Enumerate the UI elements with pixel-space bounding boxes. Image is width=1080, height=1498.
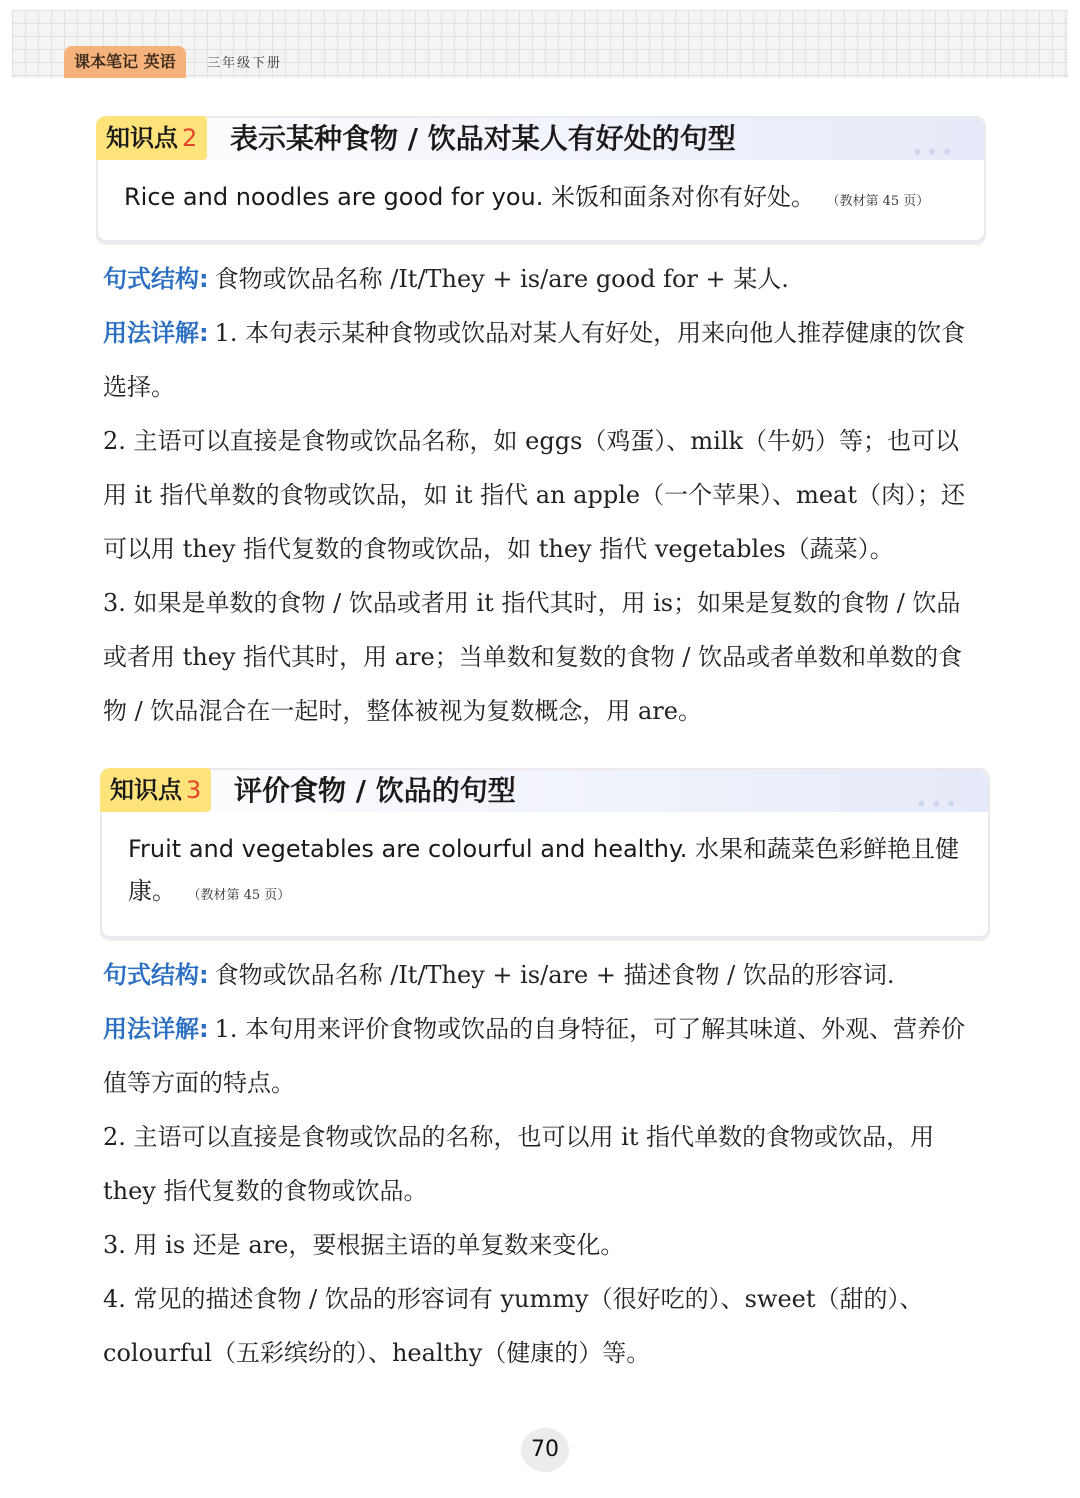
decorative-dots: ••• <box>911 140 956 164</box>
usage-text: 1. 本句用来评价食物或饮品的自身特征，可了解其味道、外观、营养价值等方面的特点。 <box>103 1015 966 1097</box>
knowledge-point-2-box <box>96 116 986 242</box>
badge-number: 2 <box>182 124 198 152</box>
knowledge-point-2-example <box>124 176 958 223</box>
kp3-usage-2: 2. 主语可以直接是食物或饮品的名称，也可以用 it 指代单数的食物或饮品，用 they 指代复数的食物或饮品。 <box>103 1123 935 1205</box>
grade-label: 三年级下册 <box>207 56 283 71</box>
knowledge-point-3-example <box>128 828 962 917</box>
kp2-usage-1 <box>103 306 983 414</box>
knowledge-point-3-badge <box>100 768 211 812</box>
example-sentence: Fruit and vegetables are colourful and healthy. 水果和蔬菜色彩鲜艳且健康。 <box>128 835 960 905</box>
badge-number: 3 <box>186 776 202 804</box>
badge-label: 知识点 <box>110 776 182 804</box>
knowledge-point-3-box <box>100 768 990 938</box>
badge-label: 知识点 <box>106 124 178 152</box>
kp2-usage-3: 3. 如果是单数的食物 / 饮品或者用 it 指代其时，用 is；如果是复数的食物 / 饮品或者用 they 指代其时，用 are；当单数和复数的食物 / 饮品或者单数和单数的食物 / 饮品混合在一起时，整体被视为复数概念，用 are。 <box>103 589 963 725</box>
book-tab: 课本笔记 英语 <box>64 46 186 78</box>
usage-text: 1. 本句表示某种食物或饮品对某人有好处，用来向他人推荐健康的饮食选择。 <box>103 319 966 401</box>
usage-label: 用法详解: <box>103 319 209 347</box>
kp3-usage-4: 4. 常见的描述食物 / 饮品的形容词有 yummy（很好吃的）、sweet（甜的）、colourful（五彩缤纷的）、healthy（健康的）等。 <box>103 1285 924 1367</box>
kp3-usage-3: 3. 用 is 还是 are，要根据主语的单复数来变化。 <box>103 1231 625 1259</box>
decorative-dots: ••• <box>915 792 960 816</box>
structure-label: 句式结构: <box>103 961 209 989</box>
page-number: 70 <box>521 1428 569 1472</box>
structure-text: 食物或饮品名称 /It/They + is/are good for + 某人. <box>214 265 789 293</box>
structure-text: 食物或饮品名称 /It/They + is/are + 描述食物 / 饮品的形容词. <box>214 961 895 989</box>
textbook-reference: （教材第 45 页） <box>194 888 291 903</box>
structure-label: 句式结构: <box>103 265 209 293</box>
kp2-structure <box>103 252 983 306</box>
knowledge-point-2-title: 表示某种食物 / 饮品对某人有好处的句型 <box>230 122 736 155</box>
usage-label: 用法详解: <box>103 1015 209 1043</box>
knowledge-point-2-badge <box>96 116 207 160</box>
knowledge-point-3-title: 评价食物 / 饮品的句型 <box>234 774 516 807</box>
kp2-usage-2: 2. 主语可以直接是食物或饮品名称，如 eggs（鸡蛋）、milk（牛奶）等；也可以用 it 指代单数的食物或饮品，如 it 指代 an apple（一个苹果）、meat（肉）；还可以用 they 指代复数的食物或饮品，如 they 指代 vegetables（蔬菜）。 <box>103 427 966 563</box>
textbook-reference: （教材第 45 页） <box>832 194 930 209</box>
example-sentence: Rice and noodles are good for you. 米饭和面条对你有好处。 <box>124 183 815 211</box>
kp3-structure <box>103 948 983 1002</box>
kp3-usage-1 <box>103 1002 983 1110</box>
